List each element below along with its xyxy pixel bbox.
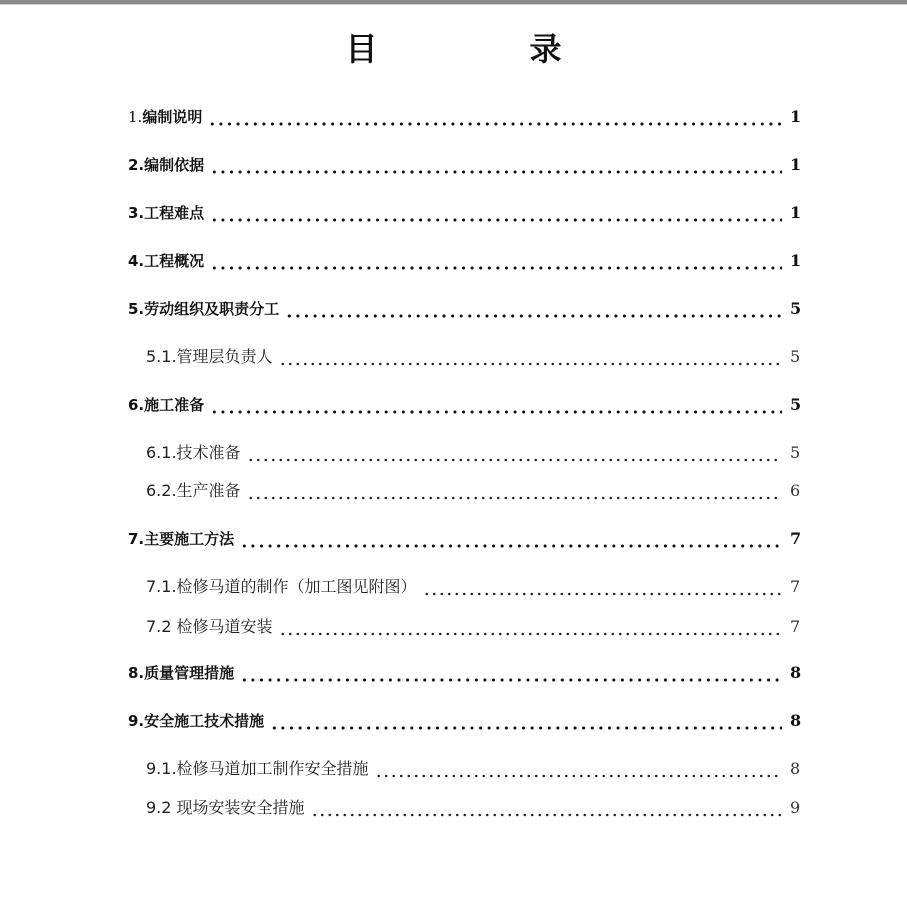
toc-page-number: 1	[790, 155, 802, 174]
toc-entry[interactable]	[128, 710, 800, 732]
toc-leader-dots	[423, 576, 782, 598]
toc-entry[interactable]	[128, 202, 800, 224]
toc-page-number: 1	[790, 251, 802, 270]
toc-entry-label: 4.工程概况	[128, 252, 205, 270]
toc-leader-dots	[270, 710, 782, 732]
toc-leader-dots	[210, 250, 782, 272]
toc-subentry[interactable]	[146, 797, 800, 819]
toc-subentry[interactable]	[146, 616, 800, 638]
toc-page-number: 8	[790, 759, 801, 778]
toc-leader-dots	[311, 797, 782, 819]
toc-entry-label: 7.主要施工方法	[128, 530, 235, 548]
toc-leader-dots	[247, 442, 782, 464]
toc-entry-label: 6.施工准备	[128, 396, 205, 414]
toc-entry[interactable]	[128, 106, 800, 128]
toc-page-number: 5	[790, 347, 801, 366]
toc-subentry[interactable]	[146, 346, 800, 368]
toc-entry-label: 5.1.管理层负责人	[146, 347, 273, 366]
toc-entry-label: 9.2 现场安装安全措施	[146, 798, 305, 817]
toc-leader-dots	[240, 528, 782, 550]
toc-entry-label: 7.1.检修马道的制作（加工图见附图）	[146, 577, 417, 596]
toc-page-number: 7	[790, 617, 801, 636]
toc-leader-dots	[375, 758, 782, 780]
toc-entry[interactable]	[128, 154, 800, 176]
toc-leader-dots	[210, 394, 782, 416]
toc-entry-label: 5.劳动组织及职责分工	[128, 300, 280, 318]
toc-leader-dots	[279, 616, 782, 638]
toc-entry[interactable]	[128, 298, 800, 320]
toc-entry-label: 1.编制说明	[128, 108, 203, 126]
toc-page-number: 5	[790, 443, 801, 462]
toc-leader-dots	[210, 154, 782, 176]
toc-entry[interactable]	[128, 662, 800, 684]
toc-page-number: 7	[790, 529, 802, 548]
toc-page-number: 5	[790, 299, 802, 318]
toc-page-number: 1	[790, 107, 802, 126]
toc-entry-label: 7.2 检修马道安装	[146, 617, 273, 636]
toc-page-number: 9	[790, 798, 801, 817]
toc-entry[interactable]	[128, 250, 800, 272]
toc-page-number: 7	[790, 577, 801, 596]
toc-entry[interactable]	[128, 394, 800, 416]
toc-page-number: 1	[790, 203, 802, 222]
toc-subentry[interactable]	[146, 442, 800, 464]
toc-entry-label: 8.质量管理措施	[128, 664, 235, 682]
toc-page-number: 5	[790, 395, 802, 414]
toc-leader-dots	[240, 662, 782, 684]
toc-leader-dots	[247, 480, 782, 502]
toc-entry-label: 3.工程难点	[128, 204, 205, 222]
toc-entry-label: 2.编制依据	[128, 156, 205, 174]
toc-page-number: 6	[790, 481, 801, 500]
toc-page-number: 8	[790, 711, 802, 730]
toc-subentry[interactable]	[146, 480, 800, 502]
toc-subentry[interactable]	[146, 576, 800, 598]
window-top-border	[0, 0, 907, 5]
toc-entry[interactable]	[128, 528, 800, 550]
toc-leader-dots	[285, 298, 782, 320]
toc-leader-dots	[210, 202, 782, 224]
toc-subentry[interactable]	[146, 758, 800, 780]
toc-leader-dots	[279, 346, 782, 368]
toc-leader-dots	[208, 106, 782, 128]
toc-entry-label: 6.1.技术准备	[146, 443, 241, 462]
toc-entry-label: 6.2.生产准备	[146, 481, 241, 500]
toc-page-number: 8	[790, 663, 802, 682]
page-title: 目 录	[345, 30, 622, 68]
toc-entry-label: 9.1.检修马道加工制作安全措施	[146, 759, 369, 778]
toc-entry-label: 9.安全施工技术措施	[128, 712, 265, 730]
